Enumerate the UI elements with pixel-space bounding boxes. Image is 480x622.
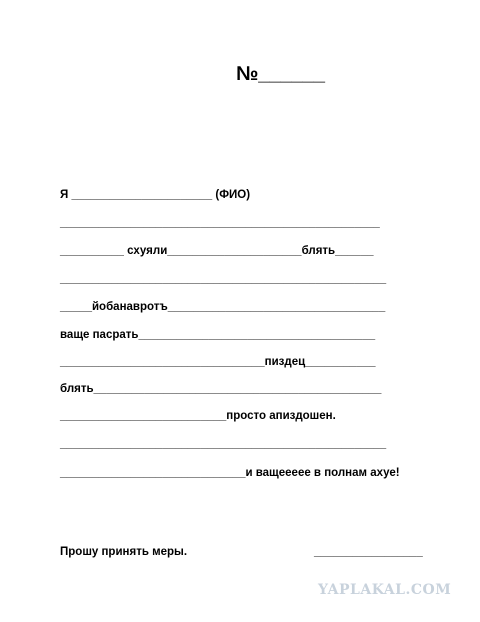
- form-line-4: ___________________________________________________: [60, 273, 387, 285]
- form-line-7: ________________________________пиздец___________: [60, 356, 376, 368]
- form-line-5: _____йобанавротъ__________________________________: [60, 301, 386, 313]
- form-line-3: __________ схуяли_____________________блять______: [60, 245, 374, 257]
- watermark-logo: YAPLAKAL.COM: [318, 582, 452, 598]
- form-line-9: __________________________просто апиздошен.: [60, 410, 336, 422]
- form-line-11: _____________________________и ващееееe в полнам ахуе!: [60, 467, 400, 479]
- form-line-6: ваще пасрать_____________________________________: [60, 329, 376, 341]
- form-line-10: ___________________________________________________: [60, 438, 387, 450]
- form-line-1: Я ______________________ (ФИО): [60, 189, 251, 201]
- form-line-2: __________________________________________________: [60, 217, 380, 229]
- document-title: №______: [236, 63, 326, 85]
- signature-line: _________________: [314, 546, 423, 558]
- form-line-8: блять_____________________________________________: [60, 383, 382, 395]
- closing-text: Прошу принять меры.: [60, 546, 188, 558]
